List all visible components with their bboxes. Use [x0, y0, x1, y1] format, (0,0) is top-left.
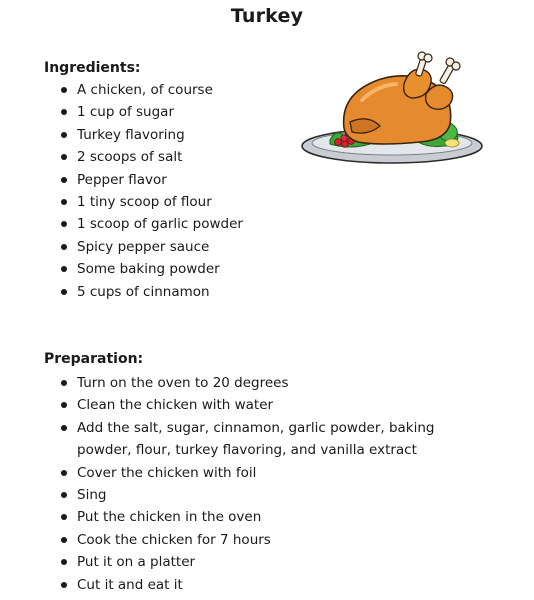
preparation-heading: Preparation:	[44, 351, 144, 367]
list-item: Put the chicken in the oven	[59, 506, 489, 528]
ingredients-list	[59, 79, 299, 303]
list-item: 1 tiny scoop of flour	[59, 191, 299, 213]
list-item: Pepper flavor	[59, 169, 299, 191]
list-item: Clean the chicken with water	[59, 394, 489, 416]
list-item: Turkey flavoring	[59, 124, 299, 146]
roast-turkey-icon	[300, 48, 490, 168]
list-item: 5 cups of cinnamon	[59, 281, 299, 303]
list-item: Put it on a platter	[59, 551, 489, 573]
list-item: Add the salt, sugar, cinnamon, garlic powder, baking powder, flour, turkey flavoring, and vanilla extract	[59, 417, 489, 462]
list-item: A chicken, of course	[59, 79, 299, 101]
list-item: Cover the chicken with foil	[59, 462, 489, 484]
page-title: Turkey	[230, 5, 304, 27]
list-item: Spicy pepper sauce	[59, 236, 299, 258]
list-item: Some baking powder	[59, 258, 299, 280]
list-item: Turn on the oven to 20 degrees	[59, 372, 489, 394]
list-item: Cook the chicken for 7 hours	[59, 529, 489, 551]
list-item: 2 scoops of salt	[59, 146, 299, 168]
preparation-list	[59, 372, 489, 596]
list-item: Cut it and eat it	[59, 574, 489, 596]
list-item: 1 scoop of garlic powder	[59, 213, 299, 235]
list-item: Sing	[59, 484, 489, 506]
list-item: 1 cup of sugar	[59, 101, 299, 123]
ingredients-heading: Ingredients:	[44, 60, 141, 76]
